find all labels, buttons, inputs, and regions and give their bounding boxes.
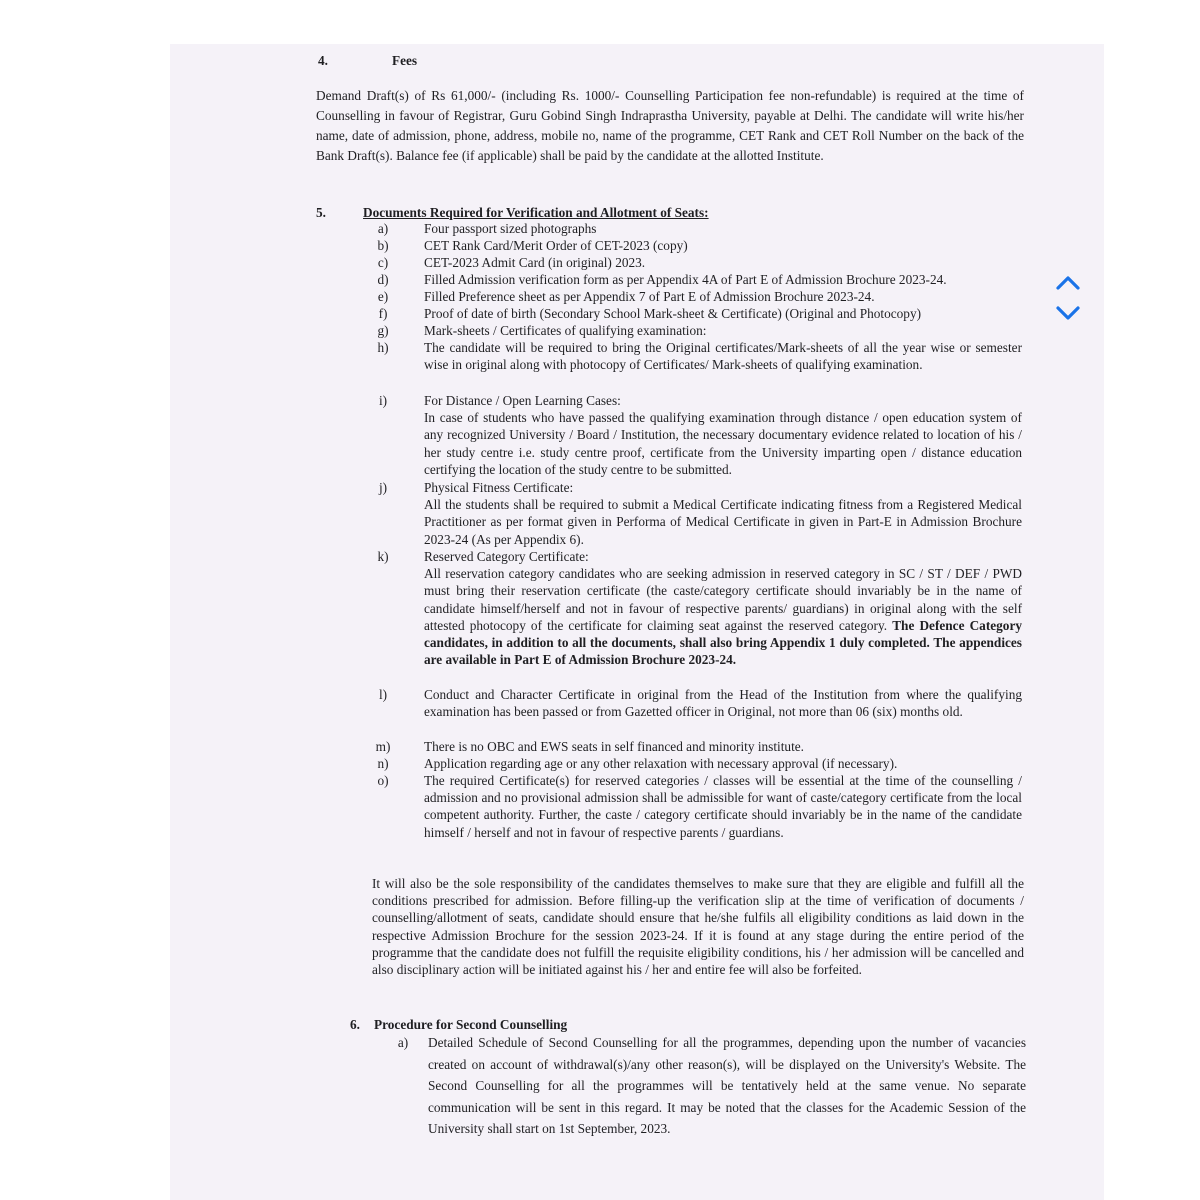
section-6-number: 6. <box>350 1017 360 1032</box>
chevron-down-icon <box>1055 304 1081 322</box>
document-page: 4. Fees Demand Draft(s) of Rs 61,000/- (including Rs. 1000/- Counselling Participation fee non-refundable) is required at the time of Counselling in favour of Registrar, Guru Gobind Singh Indraprastha University, payable at Delhi. The candidate will write his/her name, date of admission, phone, address, mobile no, name of the programme, CET Rank and CET Roll Number on the back of the Bank Draft(s). Balance fee (if applicable) shall be paid by the candidate at the allotted Institute. 5. Documents Required for Verification and Allotment of Seats: a) Four passport sized photographs b) CET Rank Card/Merit Order of CET-2023 (copy) c) CET-2023 Admit Card (in original) 2023. d) Filled Admission verification form as per Appendix 4A of Part E of Admission Brochure 2023-24. e) Filled Preference sheet as per Appendix 7 of Part E of Admission Brochure 2023-24. f) Proof of date of birth (Secondary School Mark-sheet & Certificate) (Original and Photocopy) g) Mark-sheets / Certificates of qualifying examination: h) The candidate will be required to bring the Original certificates/Mark-sheets of all the year wise or semester wise in original along with photocopy of Certificates/ Mark-sheets of qualifying examination. i) For Distance / Open Learning Cases: In case of students who have passed the qualifying examination through distance / open education system of any recognized University / Board / Institution, the necessary documentary evidence related to location of his / her study centre i.e. study centre proof, certificate from the University imparting open / distance education certifying the location of the study centre to be submitted. j) Physical Fitness Certificate: All the students shall be required to submit a Medical Certificate indicating fitness from a Registered Medical Practitioner as per format given in Performa of Medical Certificate in given in Part-E in Admission Brochure 2023-24 (As per Appendix 6). k) Reserved Category Certificate: All reservation category candidates who are seeking admission in reserved category in SC / ST / DEF / PWD must bring their reservation certificate (the caste/category certificate should invariably be in the name of candidate himself/herself and not in favour of respective parents/ guardians) in original along with the self attested photocopy of the certificate for claiming seat against the reserved category. The Defence Category candidates, in addition to all the documents, shall also bring Appendix 1 duly completed. The appendices are available in Part E of Admission Brochure 2023-24. l) Conduct and Character Certificate in original from the Head of the Institution from where the qualifying examination has been passed or from Gazetted officer in Original, not more than 06 (six) months old. m) There is no OBC and EWS seats in self financed and minority institute. n) Application regarding age or any other relaxation with necessary approval (if necessary). o) The required Certificate(s) for reserved categories / classes will be essential at the time of the counselling / admission and no provisional admission shall be admissible for want of caste/category certificate from the local competent authority. Further, the caste / category certificate should invariably be in the name of the candidate himself / herself and not in favour of respective parents / guardians. It will also be the sole responsibility of the candidates themselves to make sure that they are eligible and fulfill all the conditions prescribed for admission. Before filling-up the verification slip at the time of verification of documents / counselling/allotment of seats, candidate should ensure that he/she fulfils all eligibility conditions as laid down in the respective Admission Brochure for the session 2023-24. If it is found at any stage during the entire period of the programme that the candidate does not fulfill the requisite eligibility conditions, his / her admission will be cancelled and also disciplinary action will be initiated against his / her and entire fee will also be forfeited. 6. Procedure for Second Counselling a) Detailed Schedule of Second Counselling for all the programmes, depending upon the number of vacancies created on account of withdrawal(s)/any other reason(s), will be displayed on the University's Website. The Second Counselling for all the programmes will be tentatively held at the same venue. No separate communication will be sent in this regard. It may be noted that the classes for the Academic Session of the University shall start on 1st September, 2023. <box>170 44 1104 1200</box>
chevron-up-icon <box>1055 274 1081 292</box>
section-4-title: Fees <box>392 53 418 68</box>
section-6-title: Procedure for Second Counselling <box>374 1017 568 1032</box>
section-5-title: Documents Required for Verification and Allotment of Seats: <box>363 205 709 220</box>
section-5-number: 5. <box>316 205 326 220</box>
section-4-paragraph: Demand Draft(s) of Rs 61,000/- (including Rs. 1000/- Counselling Participation fee non-refundable) is required at the time of Counselling in favour of Registrar, Guru Gobind Singh Indraprastha University, payable at Delhi. The candidate will write his/her name, date of admission, phone, address, mobile no, name of the programme, CET Rank and CET Roll Number on the back of the Bank Draft(s). Balance fee (if applicable) shall be paid by the candidate at the allotted Institute. <box>316 88 1024 163</box>
section-5-closing-paragraph: It will also be the sole responsibility of the candidates themselves to make sure that they are eligible and fulfill all the conditions prescribed for admission. Before filling-up the verification slip at the time of verification of documents / counselling/allotment of seats, candidate should ensure that he/she fulfils all eligibility conditions as laid down in the respective Admission Brochure for the session 2023-24. If it is found at any stage during the entire period of the programme that the candidate does not fulfill the requisite eligibility conditions, his / her admission will be cancelled and also disciplinary action will be initiated against his / her and entire fee will also be forfeited. <box>372 876 1024 978</box>
scroll-down-button[interactable] <box>1048 298 1088 328</box>
scroll-up-button[interactable] <box>1048 268 1088 298</box>
section-4-number: 4. <box>318 53 328 68</box>
